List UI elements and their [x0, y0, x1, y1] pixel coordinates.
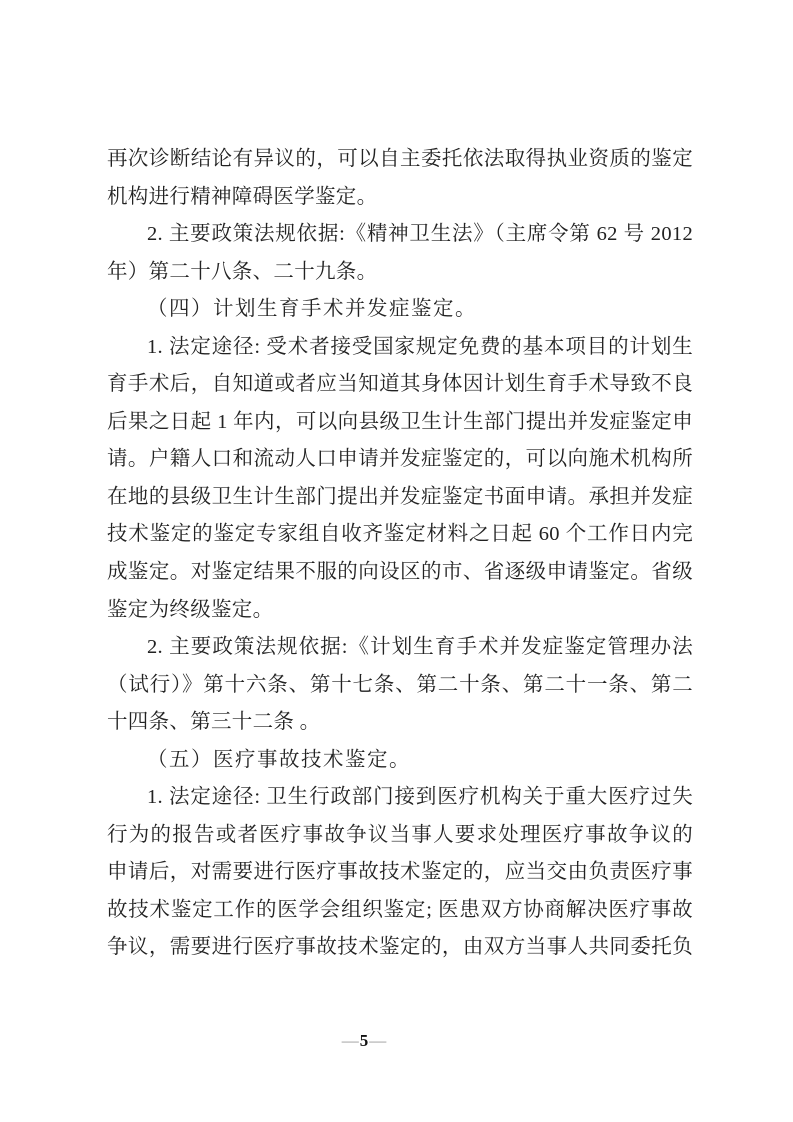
- text-line: 十四条、第三十二条 。: [107, 711, 321, 734]
- text-line: 申请后，对需要进行医疗事故技术鉴定的，应当交由负责医疗事: [107, 861, 693, 884]
- text-line: 年）第二十八条、二十九条。: [107, 260, 378, 283]
- text-line: 鉴定为终级鉴定。: [107, 598, 274, 621]
- text-line: 行为的报告或者医疗事故争议当事人要求处理医疗事故争议的: [107, 823, 693, 846]
- text-line: 请。户籍人口和流动人口申请并发症鉴定的，可以向施术机构所: [107, 448, 693, 471]
- text-line: （试行）》第十六条、第十七条、第二十条、第二十一条、第二: [107, 673, 693, 696]
- footer-dash-right: —: [369, 1031, 387, 1050]
- text-line: 再次诊断结论有异议的，可以自主委托依法取得执业资质的鉴定: [107, 148, 693, 170]
- text-line: 故技术鉴定工作的医学会组织鉴定; 医患双方协商解决医疗事故: [107, 898, 693, 921]
- section-heading: （五）医疗事故技术鉴定。: [147, 748, 411, 771]
- text-line: 在地的县级卫生计生部门提出并发症鉴定书面申请。承担并发症: [107, 485, 693, 508]
- text-line: 争议，需要进行医疗事故技术鉴定的，由双方当事人共同委托负: [107, 936, 693, 959]
- text-line: 后果之日起 1 年内，可以向县级卫生计生部门提出并发症鉴定申: [107, 410, 693, 433]
- text-line: 2. 主要政策法规依据:《精神卫生法》（主席令第 62 号 2012: [147, 223, 693, 246]
- section-heading: （四）计划生育手术并发症鉴定。: [147, 298, 477, 321]
- text-line: 技术鉴定的鉴定专家组自收齐鉴定材料之日起 60 个工作日内完: [107, 523, 693, 546]
- text-line: 机构进行精神障碍医学鉴定。: [107, 185, 378, 208]
- text-block: [107, 141, 693, 967]
- text-line: 育手术后，自知道或者应当知道其身体因计划生育手术导致不良: [107, 373, 693, 396]
- text-line: 2. 主要政策法规依据:《计划生育手术并发症鉴定管理办法: [147, 636, 693, 659]
- page-footer: [0, 1029, 728, 1053]
- footer-dash-left: —: [341, 1031, 359, 1050]
- page-number: 5: [359, 1031, 369, 1050]
- text-line: 1. 法定途径: 受术者接受国家规定免费的基本项目的计划生: [147, 335, 693, 358]
- text-line: 成鉴定。对鉴定结果不服的向设区的市、省逐级申请鉴定。省级: [107, 561, 693, 584]
- text-line: 1. 法定途径: 卫生行政部门接到医疗机构关于重大医疗过失: [147, 786, 693, 809]
